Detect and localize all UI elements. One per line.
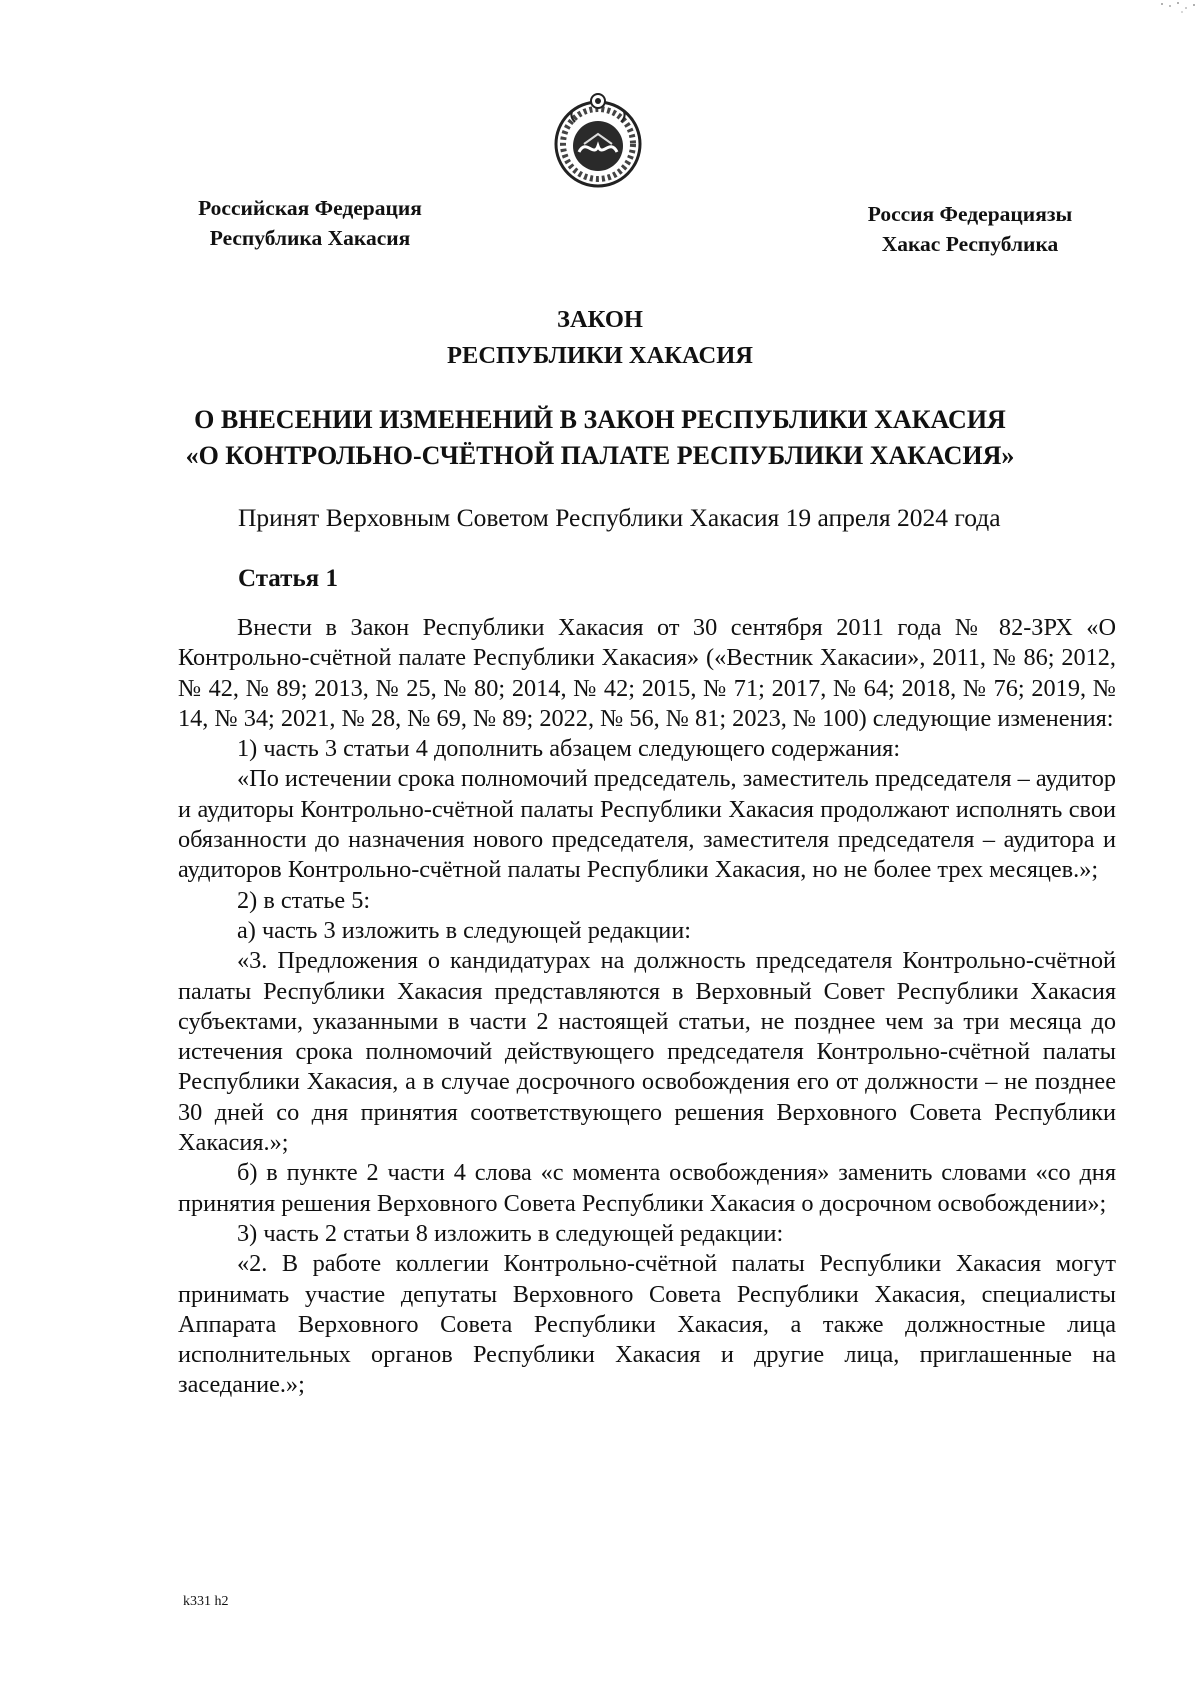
law-title-republic: РЕСПУБЛИКИ ХАКАСИЯ <box>447 342 753 369</box>
document-code: k331 h2 <box>183 1594 229 1609</box>
header-left <box>165 193 455 253</box>
paragraph: «По истечении срока полномочий председатель, заместитель председателя – аудитор и аудиторы Контрольно-счётной палаты Республики Хакасия продолжают исполнять свои обязанности до назначения нового председателя, заместителя председателя – аудитора и аудиторов Контрольно-счётной палаты Республики Хакасия, но не более трех месяцев.»; <box>178 765 1116 884</box>
paragraph: «3. Предложения о кандидатурах на должность председателя Контрольно-счётной палаты Республики Хакасия представляются в Верховный Совет Республики Хакасия субъектами, указанными в части 2 настоящей статьи, не позднее чем за три месяца до истечения срока полномочий действующего председателя Контрольно-счётной палаты Республики Хакасия, а в случае досрочного освобождения его от должности – не позднее 30 дней со дня принятия соответствующего решения Верховного Совета Республики Хакасия.»; <box>178 947 1116 1157</box>
article-heading: Статья 1 <box>238 565 338 592</box>
paragraph: 3) часть 2 статьи 8 изложить в следующей редакции: <box>237 1219 784 1247</box>
law-title: ЗАКОН <box>557 306 643 333</box>
law-subject-line1: О ВНЕСЕНИИ ИЗМЕНЕНИЙ В ЗАКОН РЕСПУБЛИКИ ХАКАСИЯ <box>194 405 1006 434</box>
paragraph: Внести в Закон Республики Хакасия от 30 сентября 2011 года № 82-ЗРХ «О Контрольно-счётной палате Республики Хакасия» («Вестник Хакасии», 2011, № 86; 2012, № 42, № 89; 2013, № 25, № 80; 2014, № 42; 2015, № 71; 2017, № 64; 2018, № 76; 2019, № 14, № 34; 2021, № 28, № 69, № 89; 2022, № 56, № 81; 2023, № 100) следующие изменения: <box>178 614 1116 732</box>
khakassia-coat-of-arms-emblem <box>553 86 643 198</box>
scan-noise-decoration <box>1152 0 1200 18</box>
paragraph: 2) в статье 5: <box>237 886 371 914</box>
header-left-republic: Республика Хакасия <box>209 226 411 250</box>
header-right-republic: Хакас Республика <box>881 232 1059 256</box>
paragraph: б) в пункте 2 части 4 слова «с момента освобождения» заменить словами «со дня принятия решения Верховного Совета Республики Хакасия о досрочном освобождении»; <box>178 1159 1116 1217</box>
header-right-country: Россия Федерациязы <box>867 202 1073 226</box>
document-body <box>178 613 1116 1401</box>
header-left-country: Российская Федерация <box>198 196 422 220</box>
paragraph: а) часть 3 изложить в следующей редакции: <box>237 916 692 944</box>
law-subject-line2: «О КОНТРОЛЬНО-СЧЁТНОЙ ПАЛАТЕ РЕСПУБЛИКИ ХАКАСИЯ» <box>185 441 1015 470</box>
paragraph: 1) часть 3 статьи 4 дополнить абзацем следующего содержания: <box>237 735 901 763</box>
adoption-note: Принят Верховным Советом Республики Хакасия 19 апреля 2024 года <box>238 503 1001 532</box>
paragraph: «2. В работе коллегии Контрольно-счётной палаты Республики Хакасия могут принимать участие депутаты Верховного Совета Республики Хакасия, специалисты Аппарата Верховного Совета Республики Хакасия, а также должностные лица исполнительных органов Республики Хакасия и другие лица, приглашенные на заседание.»; <box>178 1250 1116 1399</box>
header-right <box>840 199 1100 259</box>
